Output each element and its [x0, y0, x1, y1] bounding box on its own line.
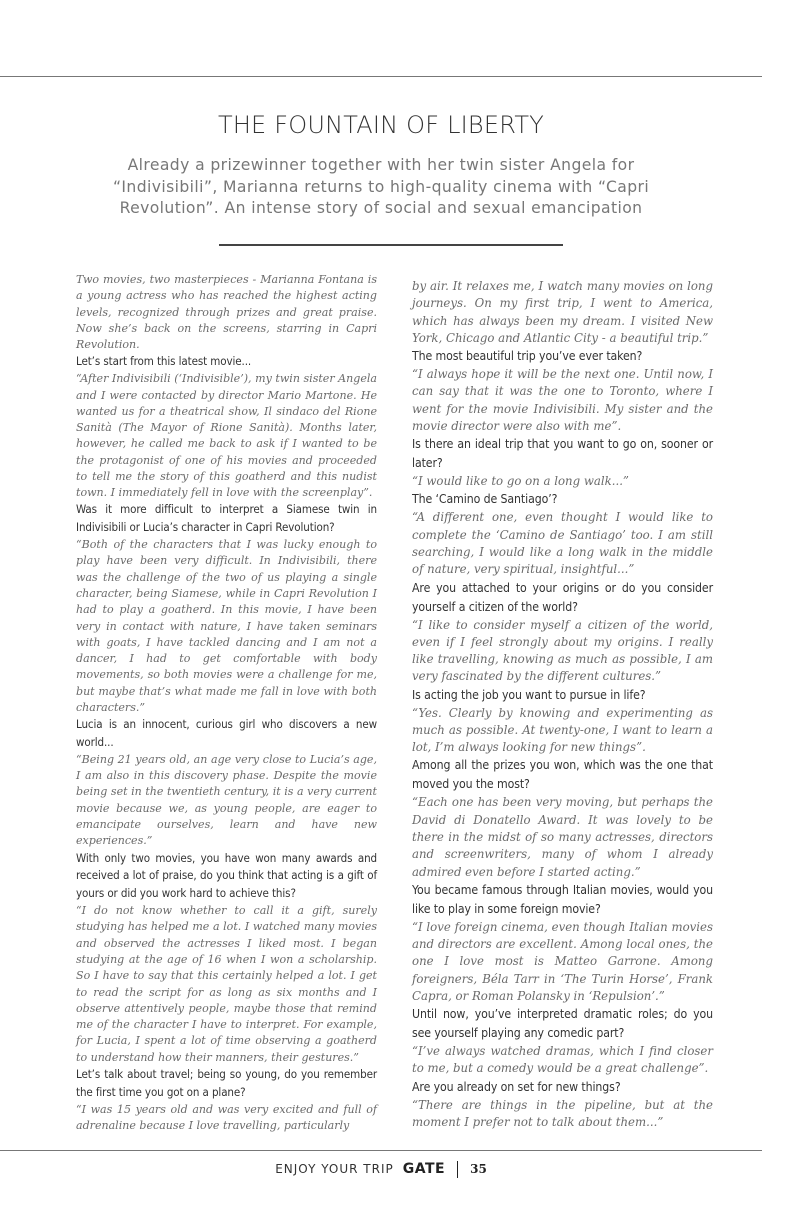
- interview-paragraph: “There are things in the pipeline, but at the moment I prefer not to talk about them...”: [412, 1097, 713, 1129]
- magazine-logo: GATE: [402, 1161, 446, 1178]
- interview-question: You became famous through Italian movies, would you like to play in some foreign movie?: [412, 882, 713, 916]
- interview-paragraph: “Yes. Clearly by knowing and experimenting as much as possible. At twenty-one, I want to learn a lot, I’m always looking for new things”.: [412, 705, 713, 755]
- interview-paragraph: “I was 15 years old and was very excited and full of adrenaline because I love travelling, particularly: [76, 1102, 377, 1132]
- interview-question: Lucia is an innocent, curious girl who discovers a new world...: [76, 717, 377, 749]
- interview-paragraph: “Both of the characters that I was lucky enough to play have been very difficult. In Indivisibili, there was the challenge of the two of us playing a single character, being Siamese, while in Capri Revolution I had to play a goatherd. In this movie, I have been very in contact with nature, I have taken seminars with goats, I have tackled dancing and I am not a dancer, I had to get comfortable with body movements, so both movies were a challenge for me, but maybe that’s what made me fall in love with both characters.”: [76, 538, 377, 714]
- footer-separator: [457, 1161, 458, 1178]
- interview-question: The most beautiful trip you’ve ever taken?: [412, 349, 643, 364]
- bottom-rule: [0, 1150, 762, 1151]
- footer-tagline: ENJOY YOUR TRIP: [275, 1162, 394, 1177]
- interview-paragraph: “Being 21 years old, an age very close to Lucia’s age, I am also in this discovery phase. Despite the movie being set in the twentieth century, it is a very current movie because we, as young people, are eager to emancipate ourselves, learn and have new experiences.”: [76, 752, 377, 848]
- interview-paragraph: by air. It relaxes me, I watch many movies on long journeys. On my first trip, I went to America, which has always been my dream. I visited New York, Chicago and Atlantic City - a beautiful trip.”: [412, 279, 713, 345]
- interview-question: Until now, you’ve interpreted dramatic roles; do you see yourself playing any comedic part?: [412, 1007, 713, 1041]
- interview-question: Among all the prizes you won, which was the one that moved you the most?: [412, 758, 713, 792]
- interview-paragraph: “I always hope it will be the next one. Until now, I can say that it was the one to Toronto, where I went for the movie Indivisibili. My sister and the movie director were also with me”.: [412, 367, 713, 433]
- interview-paragraph: “A different one, even thought I would like to complete the ‘Camino de Santiago’ too. I am still searching, I would like a long walk in the middle of nature, very spiritual, insightful...”: [412, 510, 713, 577]
- left-column: [76, 272, 377, 1134]
- article-title: THE FOUNTAIN OF LIBERTY: [217, 111, 545, 139]
- interview-paragraph: Two movies, two masterpieces - Marianna Fontana is a young actress who has reached the highest acting levels, recognized through prizes and great praise. Now she’s back on the screens, starring in Capri Revolution.: [76, 273, 377, 352]
- interview-question: Is there an ideal trip that you want to go on, sooner or later?: [412, 437, 713, 471]
- interview-paragraph: “I do not know whether to call it a gift, surely studying has helped me a lot. I watched many movies and observed the actresses I liked most. I began studying at the age of 16 when I won a scholarship. So I have to say that this certainly helped a lot. I get to read the script for as long as six months and I observe attentively people, maybe those that remind me of the character I have to interpret. For example, for Lucia, I spent a lot of time observing a goatherd to understand how their manners, their gestures.”: [76, 904, 377, 1064]
- interview-paragraph: “I’ve always watched dramas, which I find closer to me, but a comedy would be a great challenge”.: [412, 1044, 713, 1076]
- page-footer: [0, 1160, 762, 1178]
- article-subtitle: Already a prizewinner together with her twin sister Angela for “Indivisibili”, Marianna returns to high-quality cinema with “Capri Revolution”. An intense story of social and sexual emancipation: [112, 156, 650, 217]
- interview-question: Is acting the job you want to pursue in life?: [412, 687, 646, 702]
- right-column: [412, 278, 713, 1131]
- interview-question: Are you attached to your origins or do you consider yourself a citizen of the world?: [412, 580, 713, 614]
- top-rule: [0, 76, 762, 77]
- interview-question: Let’s start from this latest movie...: [76, 354, 252, 369]
- interview-paragraph: “I would like to go on a long walk...”: [412, 474, 629, 489]
- interview-question: With only two movies, you have won many awards and received a lot of praise, do you think that acting is a gift of yours or did you work hard to achieve this?: [76, 850, 377, 901]
- interview-question: Was it more difficult to interpret a Siamese twin in Indivisibili or Lucia’s character in Capri Revolution?: [76, 502, 377, 535]
- interview-paragraph: “I love foreign cinema, even though Italian movies and directors are excellent. Among local ones, the one I love most is Matteo Garrone. Among foreigners, Béla Tarr in ‘The Turin Horse’, Frank Capra, or Roman Polansky in ‘Repulsion’.”: [412, 919, 713, 1003]
- interview-paragraph: “After Indivisibili (‘Indivisible’), my twin sister Angela and I were contacted by director Mario Martone. He wanted us for a theatrical show, Il sindaco del Rione Sanità (The Mayor of Rione Sanità). Months later, however, he called me back to ask if I wanted to be the protagonist of one of his movies and proceeded to tell me the story of this goatherd and this nudist town. I immediately fell in love with the screenplay”.: [76, 372, 377, 500]
- interview-paragraph: “Each one has been very moving, but perhaps the David di Donatello Award. It was lovely to be there in the midst of so many actresses, directors and screenwriters, many of whom I already admired even before I started acting.”: [412, 795, 713, 879]
- interview-question: Are you already on set for new things?: [412, 1079, 621, 1094]
- interview-question: The ‘Camino de Santiago’?: [412, 492, 558, 507]
- title-divider: [219, 244, 563, 246]
- page-number: 35: [470, 1162, 487, 1177]
- interview-question: Let’s talk about travel; being so young, do you remember the first time you got on a plane?: [76, 1066, 377, 1099]
- interview-paragraph: “I like to consider myself a citizen of the world, even if I feel strongly about my origins. I really like travelling, knowing as much as possible, I am very fascinated by the different cultures.”: [412, 617, 713, 684]
